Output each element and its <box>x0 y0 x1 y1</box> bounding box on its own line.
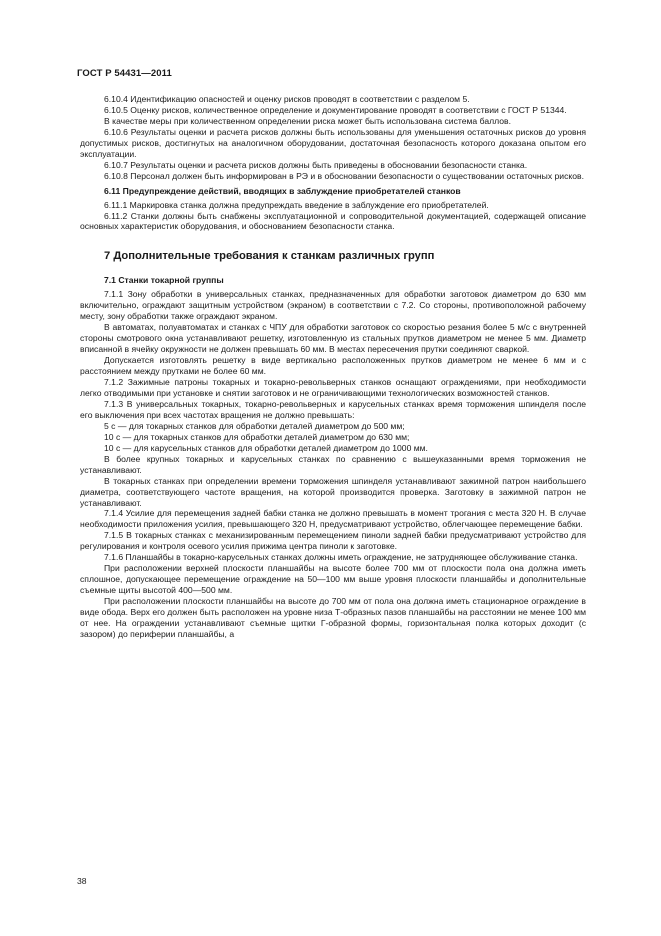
paragraph: При расположении верхней плоскости планшайбы на высоте более 700 мм от плоскости пола она должна иметь сплошное, допускающее перемещение ограждение на 50—100 мм выше уровня плоскости планшайбы и дополнительные съемные щиты высотой 400—500 мм. <box>80 563 586 596</box>
paragraph: 6.10.8 Персонал должен быть информирован в РЭ и в обосновании безопасности о существовании остаточных рисков. <box>104 170 584 181</box>
paragraph: 6.10.4 Идентификацию опасностей и оценку рисков проводят в соответствии с разделом 5. <box>104 94 470 104</box>
paragraph: При расположении плоскости планшайбы на высоте до 700 мм от пола она должна иметь стационарное ограждение в виде обода. Верх его должен быть расположен на уровне низа Т-образных пазов планшайбы на расстоянии не менее 100 мм от нее. На ограждении устанавливают съемные щитки Г-образной формы, горизонтальная полка которых доходит (с зазором) до периферии планшайбы, а <box>80 596 586 639</box>
paragraph: 6.11.1 Маркировка станка должна предупреждать введение в заблуждение его приобретателей. <box>104 199 489 210</box>
paragraph: 6.11.2 Станки должны быть снабжены эксплуатационной и сопроводительной документацией, содержащей описание основных характеристик оборудования, и обоснованием безопасности станка. <box>80 210 586 232</box>
paragraph: 7.1.3 В универсальных токарных, токарно-револьверных и карусельных станках время торможения шпинделя после его выключения при всех частотах вращения не должно превышать: <box>80 398 586 420</box>
subsection-heading: 6.11 Предупреждение действий, вводящих в заблуждение приобретателей станков <box>104 185 461 196</box>
paragraph: 7.1.5 В токарных станках с механизированным перемещением пиноли задней бабки предусматривают устройство для регулирования и контроля осевого усилия прижима центра пиноли к заготовке. <box>80 530 586 552</box>
paragraph: Допускается изготовлять решетку в виде вертикально расположенных прутков диаметром не менее 6 мм и с расстоянием между прутками не более 60 мм. <box>80 355 586 377</box>
paragraph: В более крупных токарных и карусельных станках по сравнению с вышеуказанными время торможения не устанавливают. <box>80 453 586 475</box>
page-number: 38 <box>77 876 87 886</box>
page-body <box>80 94 586 640</box>
paragraph: В качестве меры при количественном определении риска может быть использована система баллов. <box>104 115 511 126</box>
section-heading: 7 Дополнительные требования к станкам различных групп <box>104 250 435 263</box>
paragraph: 7.1.6 Планшайбы в токарно-карусельных станках должны иметь ограждение, не затрудняющее обслуживание станка. <box>104 552 578 563</box>
subsection-heading: 7.1 Станки токарной группы <box>104 275 224 286</box>
paragraph: 5 с — для токарных станков для обработки деталей диаметром до 500 мм; <box>104 420 405 431</box>
paragraph: 7.1.4 Усилие для перемещения задней бабки станка не должно превышать в момент трогания с места 320 Н. В случае необходимости приложения усилия, превышающего 320 Н, предусматривают устройство, облегчающее перемещение бабки. <box>80 508 586 530</box>
paragraph: 10 с — для токарных станков для обработки деталей диаметром до 630 мм; <box>104 431 410 442</box>
paragraph: 10 с — для карусельных станков для обработки деталей диаметром до 1000 мм. <box>104 442 428 453</box>
paragraph: 7.1.2 Зажимные патроны токарных и токарно-револьверных станков оснащают ограждениями, при необходимости легко отводимыми при установке и снятии заготовок и не ограничивающими технологических возможностей станков. <box>80 377 586 398</box>
paragraph: 7.1.1 Зону обработки в универсальных станках, предназначенных для обработки заготовок диаметром до 630 мм включительно, ограждают защитным устройством (экраном) в соответствии с 7.2. Со стороны, противоположной рабочему месту, зону обработки также ограждают экраном. <box>80 289 586 322</box>
paragraph: В токарных станках при определении времени торможения шпинделя устанавливают зажимной патрон наибольшего диаметра, соответствующего частоте вращения, на которой производится проверка. Заготовку в зажимной патрон не устанавливают. <box>80 475 586 508</box>
paragraph: 6.10.5 Оценку рисков, количественное определение и документирование проводят в соответствии с ГОСТ Р 51344. <box>104 104 567 115</box>
paragraph: В автоматах, полуавтоматах и станках с ЧПУ для обработки заготовок со скоростью резания более 5 м/с с внутренней стороны смотрового окна устанавливают решетку, изготовленную из стальных прутков диаметром не менее 5 мм. Диаметр вписанной в ячейку окружности не должен превышать 60 мм. В местах пересечения прутки соединяют сваркой. <box>80 322 586 355</box>
paragraph: 6.10.6 Результаты оценки и расчета рисков должны быть использованы для уменьшения остаточных рисков до уровня допустимых рисков, достигнутых на аналогичном оборудовании, достаточная безопасность которого доказана опытом его эксплуатации. <box>80 126 586 159</box>
document-header: ГОСТ Р 54431—2011 <box>77 68 172 79</box>
paragraph: 6.10.7 Результаты оценки и расчета рисков должны быть приведены в обосновании безопасности станка. <box>104 159 528 170</box>
